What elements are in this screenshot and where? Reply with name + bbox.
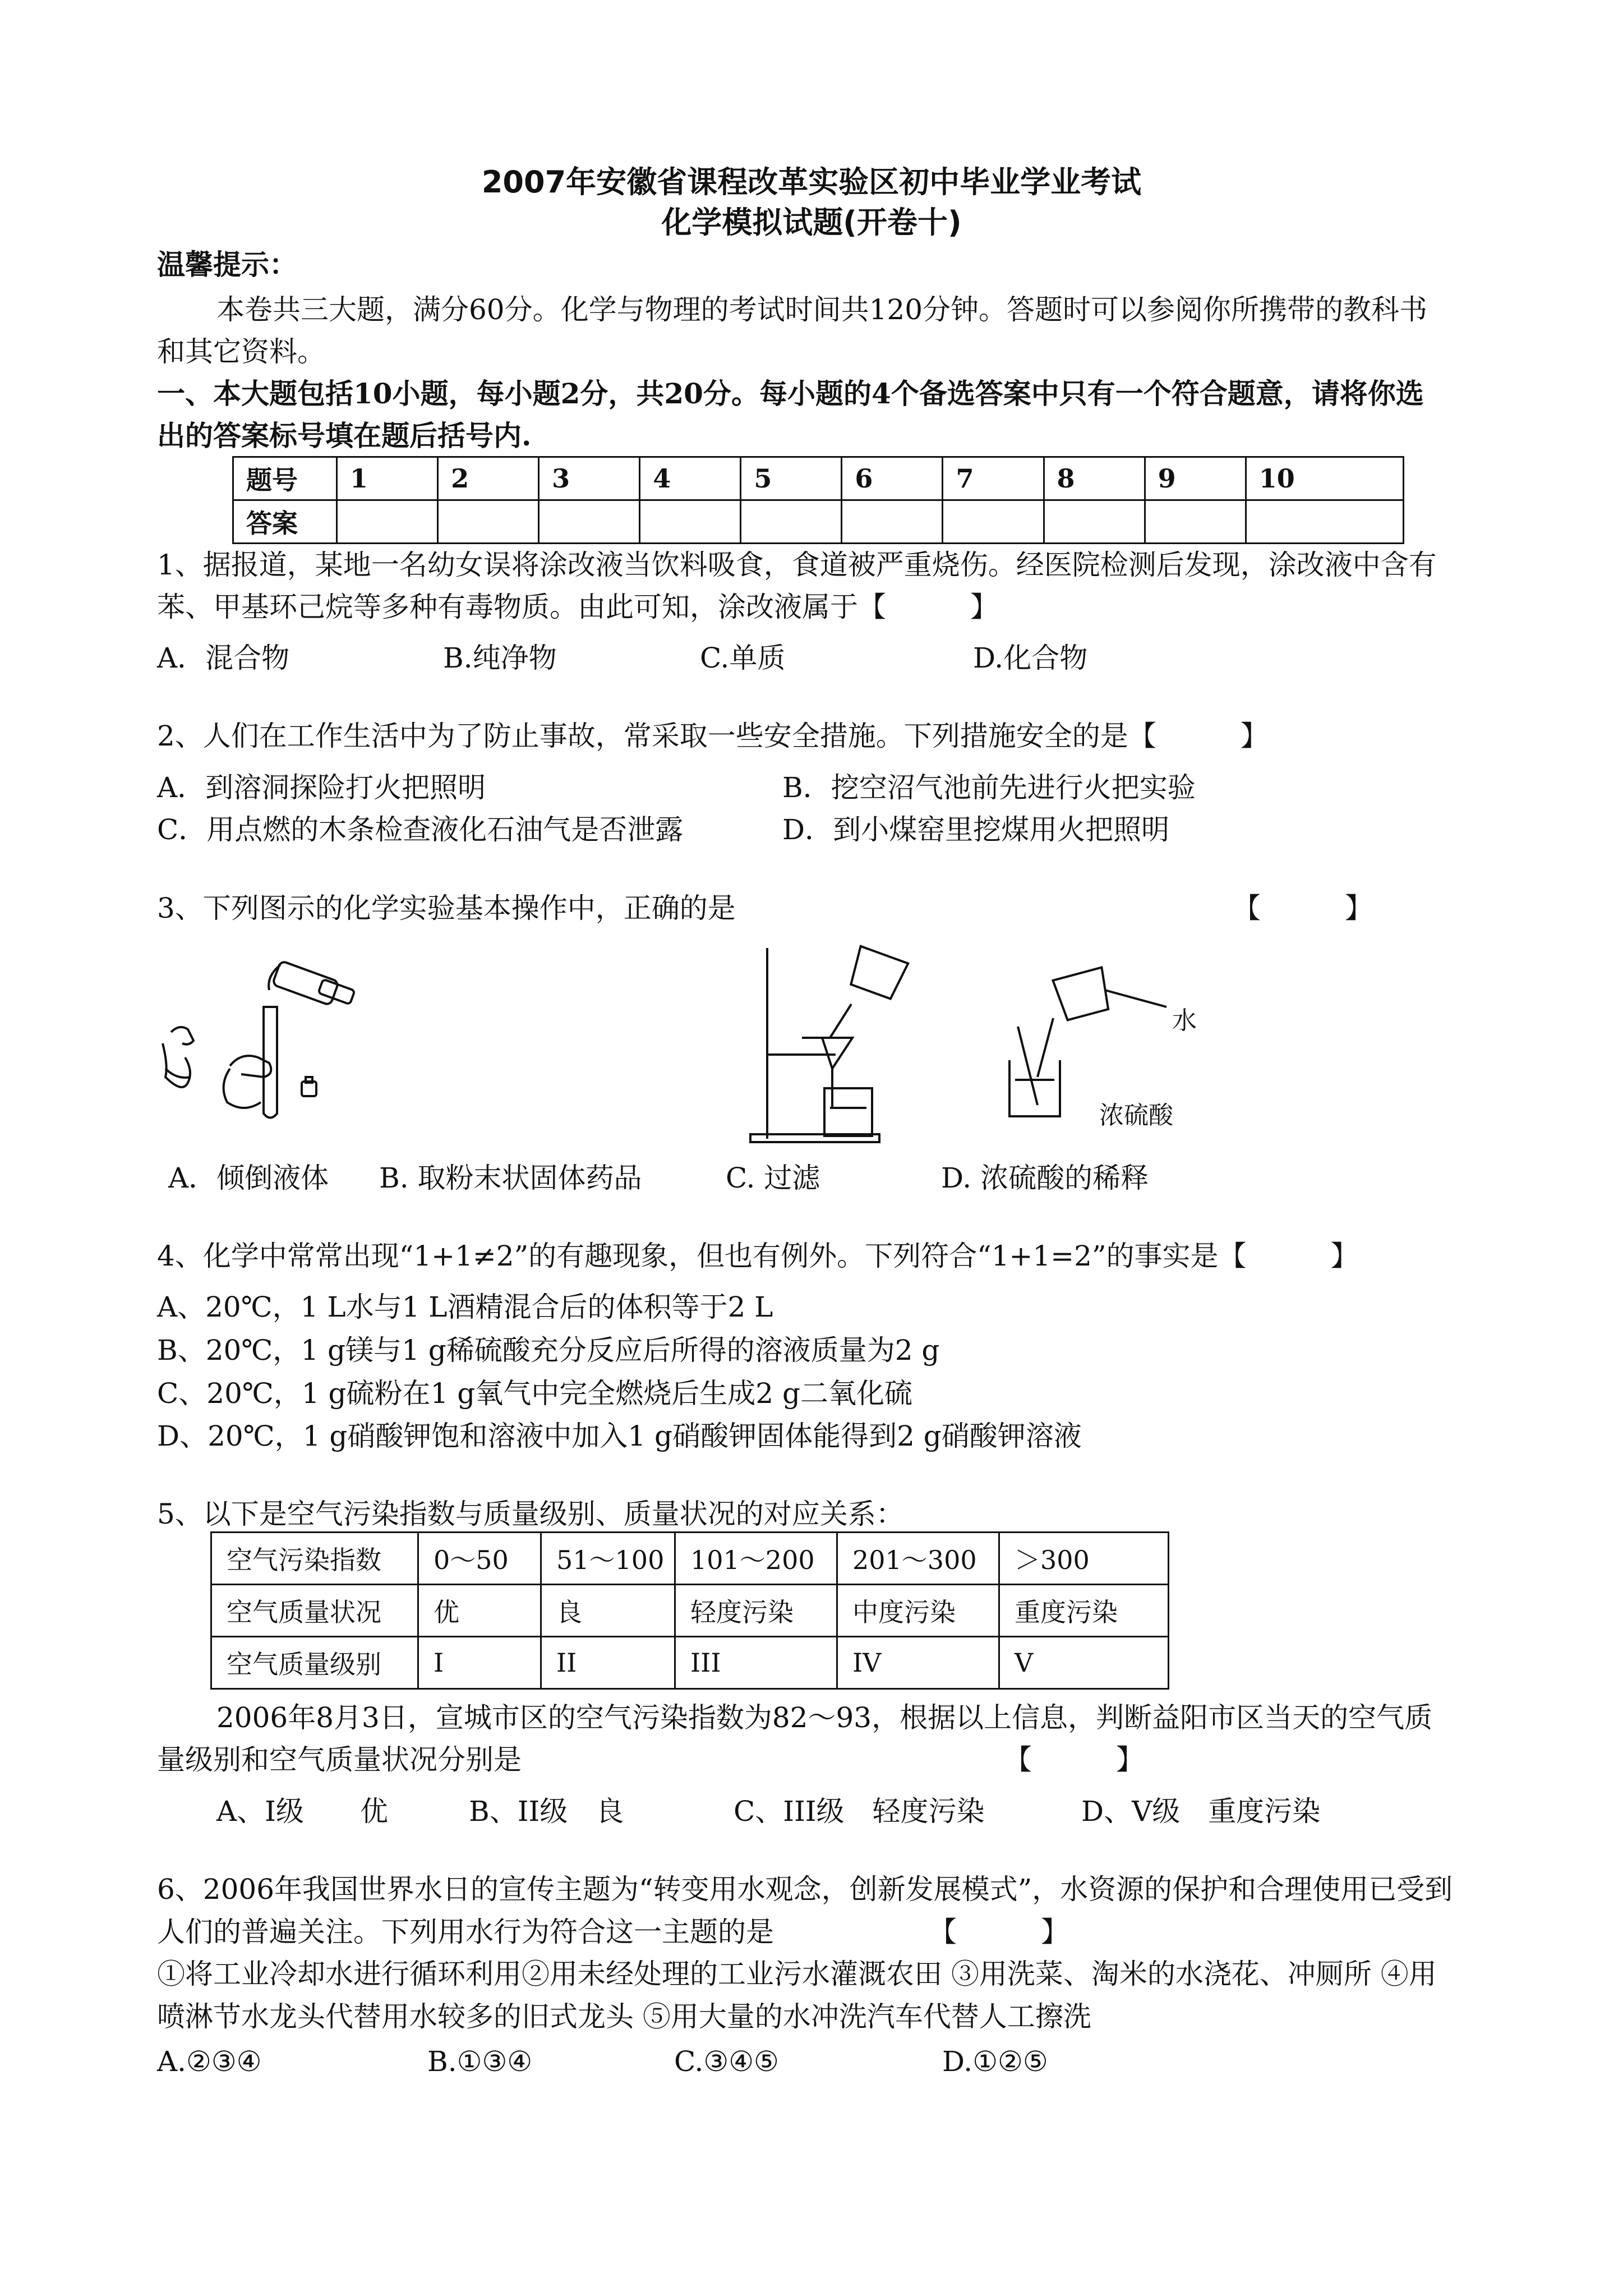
air-quality-cell: 空气污染指数 [211, 1533, 418, 1585]
q3-option-d: D. 浓硫酸的稀释 [941, 1162, 1149, 1194]
q2-option-c: C．用点燃的木条检查液化石油气是否泄露 [157, 813, 684, 846]
q4-option-a: A、20℃，1 L水与1 L酒精混合后的体积等于2 L [157, 1291, 773, 1323]
answer-table-number: 8 [1044, 457, 1145, 500]
q2-stem: 2、人们在工作生活中为了防止事故，常采取一些安全措施。下列措施安全的是【 】 [157, 720, 1269, 752]
q6-bracket: 【 】 [929, 1916, 1069, 1948]
exam-subtitle: 化学模拟试题(开卷十) [661, 205, 962, 240]
air-quality-cell: II [541, 1637, 675, 1689]
q3-bracket: 【 】 [1233, 892, 1373, 924]
air-quality-cell: 优 [418, 1585, 541, 1637]
q1-option-d: D.化合物 [973, 642, 1088, 674]
q6-stem-2: 人们的普遍关注。下列用水行为符合这一主题的是 [157, 1916, 774, 1948]
q5-option-d: D、V级 重度污染 [1081, 1795, 1321, 1828]
answer-table [232, 456, 1404, 544]
answer-table-number: 5 [741, 457, 842, 500]
air-quality-table [210, 1531, 1169, 1690]
answer-cell[interactable] [741, 500, 842, 544]
air-quality-cell: 空气质量状况 [211, 1585, 418, 1637]
answer-table-header: 答案 [233, 500, 337, 544]
answer-cell[interactable] [842, 500, 943, 544]
air-quality-cell: 重度污染 [999, 1585, 1169, 1637]
q4-option-d: D、20℃，1 g硝酸钾饱和溶液中加入1 g硝酸钾固体能得到2 g硝酸钾溶液 [157, 1420, 1082, 1452]
section1-instruction-1: 一、本大题包括10小题，每小题2分，共20分。每小题的4个备选答案中只有一个符合题意，请将你选 [157, 377, 1424, 410]
q6-option-b: B.①③④ [427, 2045, 533, 2078]
q1-option-c: C.单质 [700, 642, 786, 674]
q6-stem-1: 6、2006年我国世界水日的宣传主题为“转变用水观念，创新发展模式”，水资源的保护和合理使用已受到 [157, 1873, 1453, 1906]
q6-stem-3: ①将工业冷却水进行循环利用②用未经处理的工业污水灌溉农田 ③用洗菜、淘米的水浇花、冲厕所 ④用 [157, 1958, 1437, 1990]
exam-title: 2007年安徽省课程改革实验区初中毕业学业考试 [481, 164, 1142, 200]
q3-figure-c-icon [746, 942, 970, 1150]
q1-option-b: B.纯净物 [443, 642, 557, 674]
answer-table-header: 题号 [233, 457, 337, 500]
air-quality-cell: I [418, 1637, 541, 1689]
answer-table-number: 7 [943, 457, 1044, 500]
air-quality-row [211, 1637, 1169, 1689]
q3-option-a: A．倾倒液体 [168, 1162, 329, 1194]
q3-figure-water-label: 水 [1172, 1006, 1197, 1035]
q3-option-c: C. 过滤 [726, 1162, 820, 1194]
air-quality-cell: 101～200 [675, 1533, 837, 1585]
q3-figure-acid-label: 浓硫酸 [1099, 1101, 1173, 1130]
q5-stem-2: 2006年8月3日，宣城市区的空气污染指数为82～93，根据以上信息，判断益阳市区当天的空气质 [216, 1701, 1433, 1734]
air-quality-cell: 空气质量级别 [211, 1637, 418, 1689]
air-quality-cell: 良 [541, 1585, 675, 1637]
q4-option-c: C、20℃，1 g硫粉在1 g氧气中完全燃烧后生成2 g二氧化硫 [157, 1377, 912, 1410]
answer-cell[interactable] [1145, 500, 1246, 544]
answer-cell[interactable] [943, 500, 1044, 544]
answer-table-number: 2 [438, 457, 539, 500]
q1-stem-1: 1、据报道，某地一名幼女误将涂改液当饮料吸食，食道被严重烧伤。经医院检测后发现，涂改液中含有 [157, 549, 1437, 581]
answer-cell[interactable] [337, 500, 438, 544]
q6-stem-4: 喷淋节水龙头代替用水较多的旧式龙头 ⑤用大量的水冲洗汽车代替人工擦洗 [157, 2000, 1091, 2033]
q2-option-d: D．到小煤窑里挖煤用火把照明 [782, 813, 1170, 846]
tips-line-2: 和其它资料。 [157, 335, 325, 368]
air-quality-row [211, 1533, 1169, 1585]
q5-option-a: A、I级 优 [216, 1795, 388, 1828]
q5-option-b: B、II级 良 [469, 1795, 624, 1828]
q5-bracket: 【 】 [1004, 1743, 1144, 1776]
air-quality-cell: 中度污染 [837, 1585, 999, 1637]
air-quality-cell: 51～100 [541, 1533, 675, 1585]
air-quality-row [211, 1585, 1169, 1637]
air-quality-cell: V [999, 1637, 1169, 1689]
answer-table-number-row [233, 457, 1404, 500]
tips-line-1: 本卷共三大题，满分60分。化学与物理的考试时间共120分钟。答题时可以参阅你所携带的教科书 [216, 293, 1428, 326]
section1-instruction-2: 出的答案标号填在题后括号内. [157, 419, 532, 452]
answer-table-number: 10 [1246, 457, 1403, 500]
air-quality-cell: IV [837, 1637, 999, 1689]
q3-stem: 3、下列图示的化学实验基本操作中，正确的是 [157, 892, 736, 924]
answer-cell[interactable] [438, 500, 539, 544]
q3-option-b: B. 取粉末状固体药品 [379, 1162, 642, 1194]
air-quality-cell: III [675, 1637, 837, 1689]
q6-option-d: D.①②⑤ [942, 2045, 1048, 2078]
answer-cell[interactable] [640, 500, 741, 544]
air-quality-cell: 0～50 [418, 1533, 541, 1585]
answer-table-number: 3 [539, 457, 640, 500]
answer-table-number: 4 [640, 457, 741, 500]
answer-table-number: 1 [337, 457, 438, 500]
q6-option-c: C.③④⑤ [674, 2045, 779, 2078]
answer-table-number: 6 [842, 457, 943, 500]
air-quality-cell: ＞300 [999, 1533, 1169, 1585]
q5-stem-3: 量级别和空气质量状况分别是 [157, 1743, 522, 1776]
air-quality-cell: 201～300 [837, 1533, 999, 1585]
answer-table-answer-row [233, 500, 1404, 544]
q2-option-b: B．挖空沼气池前先进行火把实验 [782, 771, 1196, 804]
q2-option-a: A．到溶洞探险打火把照明 [157, 771, 486, 804]
q4-option-b: B、20℃，1 g镁与1 g稀硫酸充分反应后所得的溶液质量为2 g [157, 1334, 940, 1366]
tips-label: 温馨提示： [157, 248, 297, 281]
answer-cell[interactable] [1246, 500, 1403, 544]
answer-table-number: 9 [1145, 457, 1246, 500]
answer-cell[interactable] [539, 500, 640, 544]
q4-stem: 4、化学中常常出现“1+1≠2”的有趣现象，但也有例外。下列符合“1+1=2”的事实是【 】 [157, 1240, 1359, 1272]
q6-option-a: A.②③④ [157, 2045, 262, 2078]
q5-stem: 5、以下是空气污染指数与质量级别、质量状况的对应关系： [157, 1498, 904, 1530]
q5-option-c: C、III级 轻度污染 [734, 1795, 985, 1828]
q1-stem-2: 苯、甲基环己烷等多种有毒物质。由此可知，涂改液属于【 】 [157, 591, 998, 623]
air-quality-cell: 轻度污染 [675, 1585, 837, 1637]
answer-cell[interactable] [1044, 500, 1145, 544]
q3-figure-ab-icon [151, 954, 387, 1122]
q1-option-a: A．混合物 [157, 642, 290, 674]
